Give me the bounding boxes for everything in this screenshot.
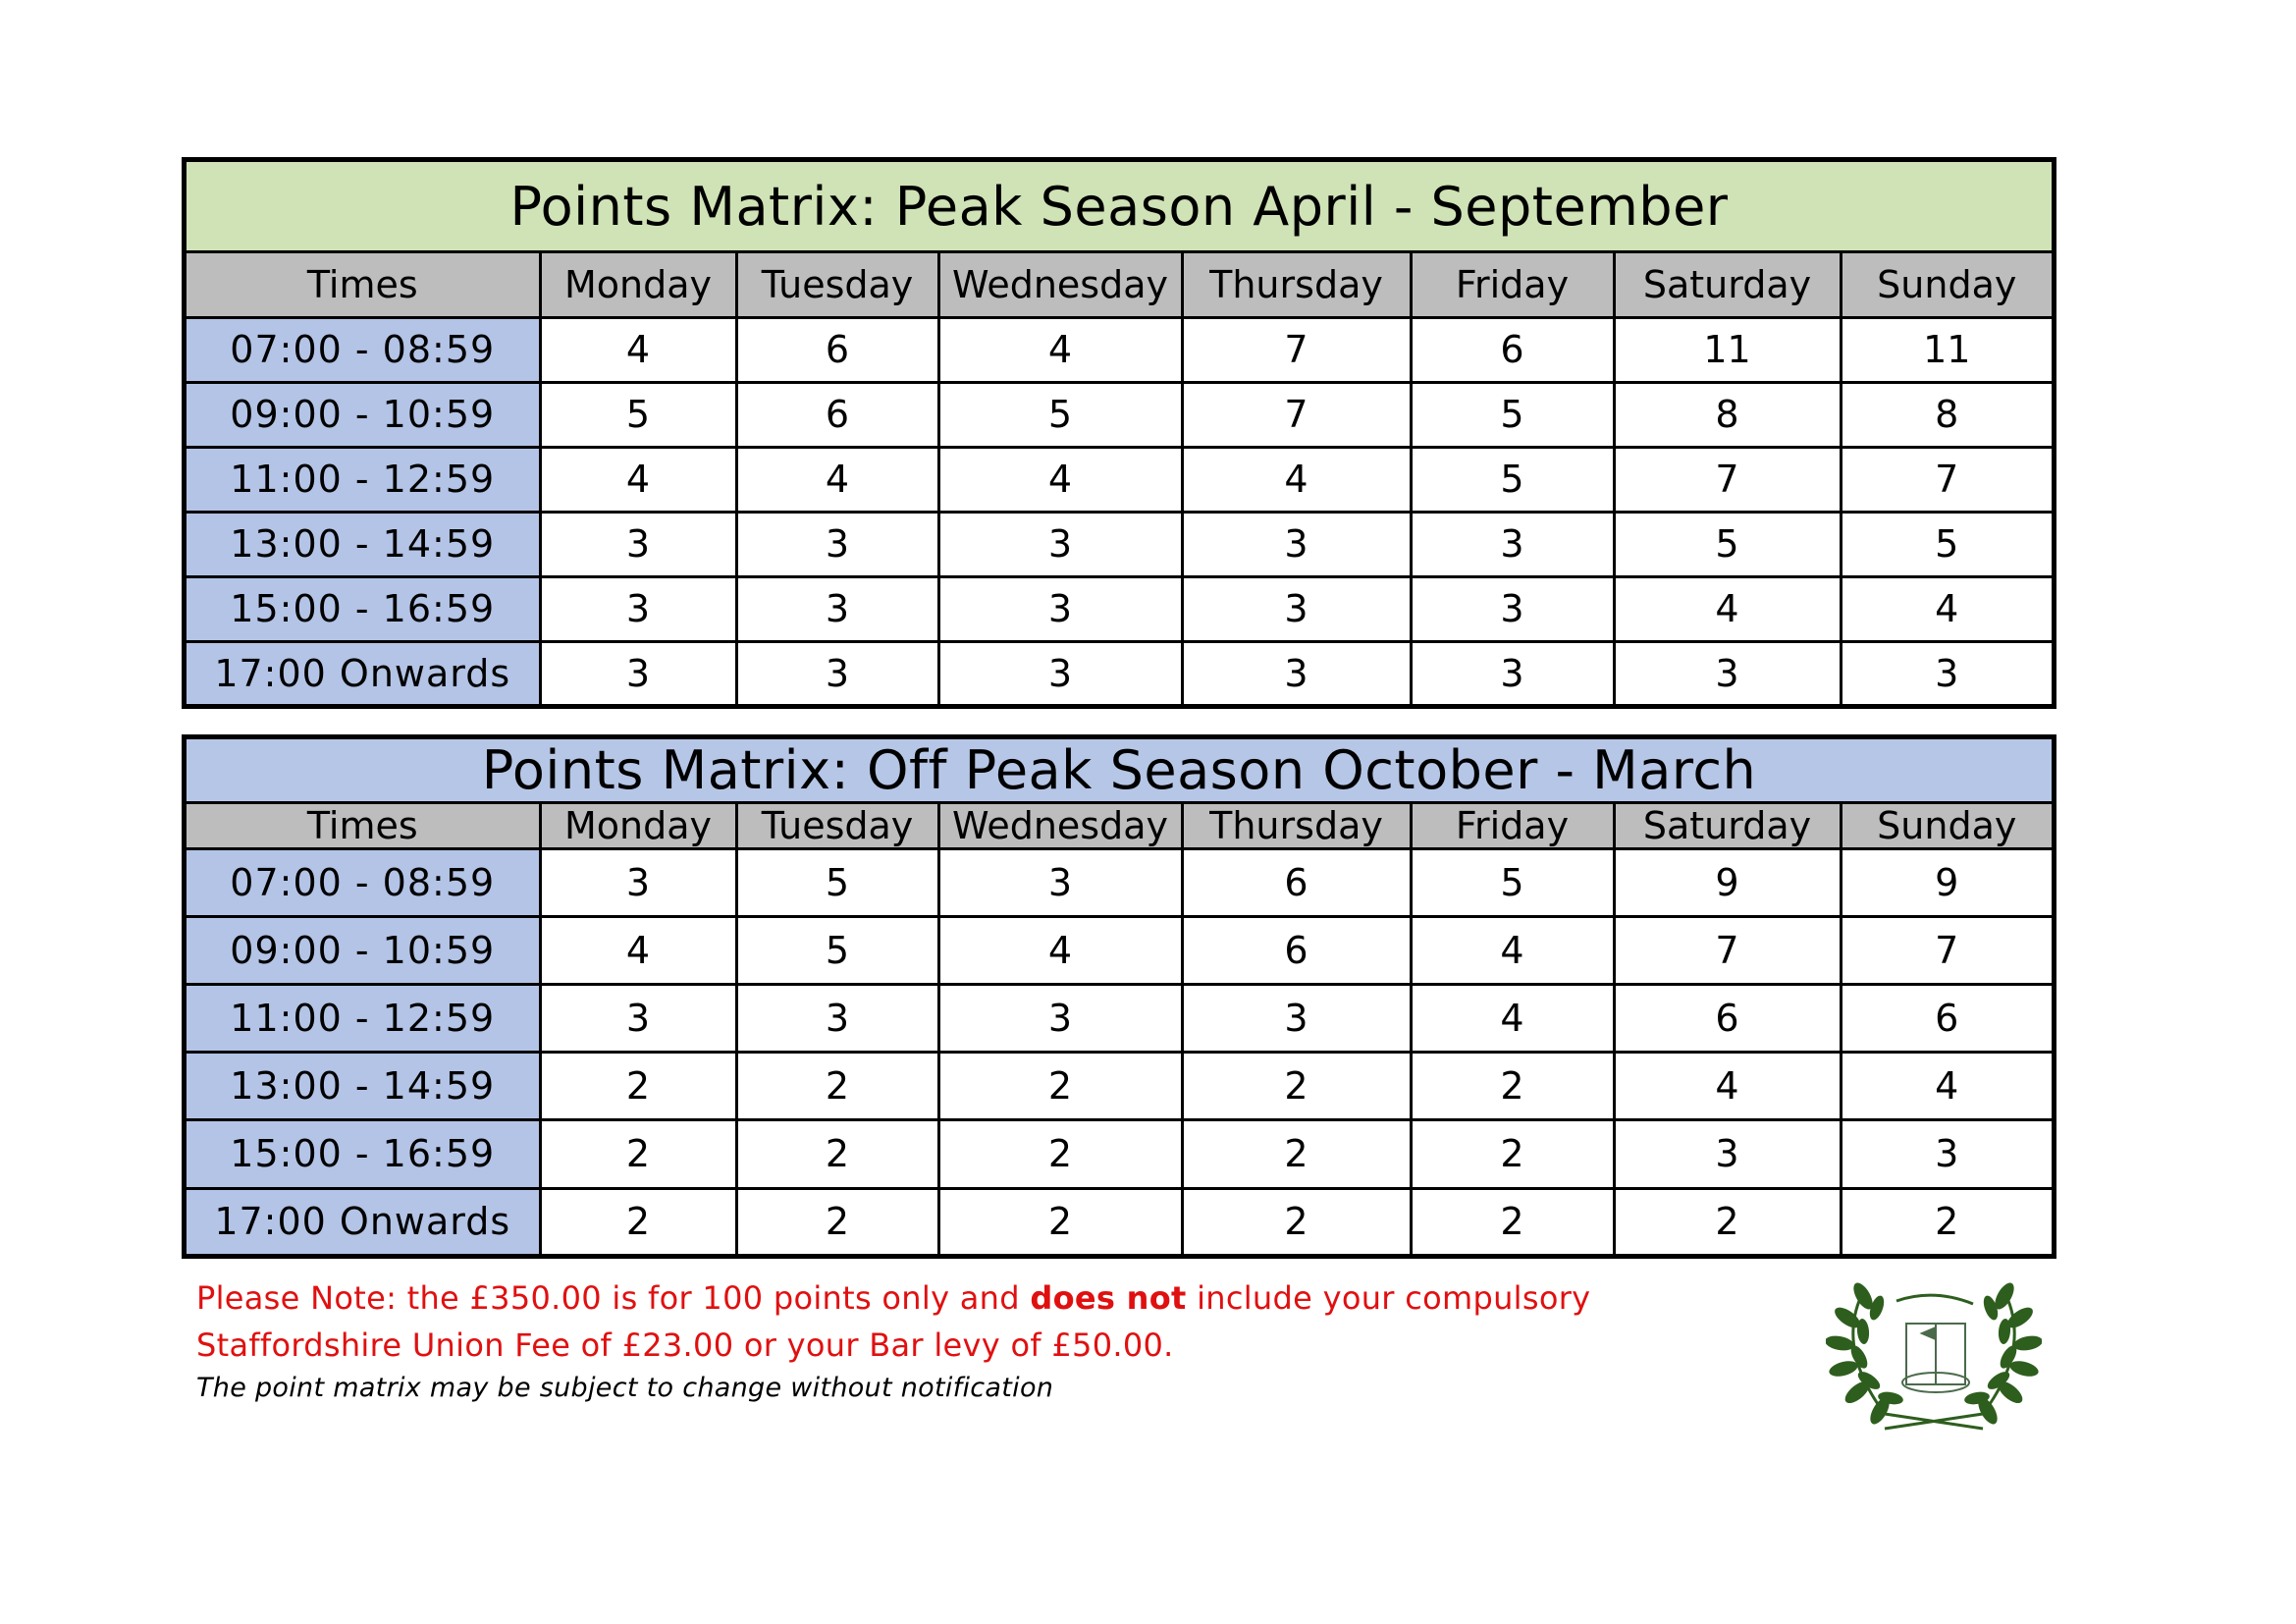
- column-header: Times: [187, 803, 540, 849]
- points-cell: 5: [1411, 382, 1614, 447]
- points-cell: 11: [1841, 318, 2052, 383]
- offpeak-header-row: [187, 803, 2052, 849]
- points-cell: 4: [736, 447, 938, 512]
- time-slot-cell: 07:00 - 08:59: [187, 849, 540, 917]
- table-row: [187, 576, 2052, 641]
- column-header: Tuesday: [736, 252, 938, 318]
- peak-season-table: [187, 162, 2052, 704]
- points-cell: 6: [1411, 318, 1614, 383]
- points-cell: 3: [540, 985, 736, 1053]
- time-slot-cell: 11:00 - 12:59: [187, 985, 540, 1053]
- points-cell: 2: [736, 1053, 938, 1120]
- table-row: [187, 382, 2052, 447]
- points-cell: 3: [736, 512, 938, 576]
- points-cell: 4: [938, 318, 1182, 383]
- points-cell: 2: [1182, 1053, 1411, 1120]
- table-row: [187, 512, 2052, 576]
- points-cell: 2: [1182, 1188, 1411, 1254]
- points-cell: 5: [1411, 849, 1614, 917]
- fee-note-line-1: [196, 1274, 1669, 1322]
- points-cell: 3: [1614, 641, 1841, 704]
- time-slot-cell: 07:00 - 08:59: [187, 318, 540, 383]
- points-cell: 3: [736, 985, 938, 1053]
- fee-note-text: Please Note: the £350.00 is for 100 points only and: [196, 1279, 1031, 1317]
- time-slot-cell: 17:00 Onwards: [187, 641, 540, 704]
- points-cell: 7: [1182, 382, 1411, 447]
- points-cell: 2: [540, 1053, 736, 1120]
- points-cell: 4: [540, 447, 736, 512]
- points-cell: 4: [938, 447, 1182, 512]
- points-cell: 3: [540, 512, 736, 576]
- column-header: Sunday: [1841, 252, 2052, 318]
- points-cell: 3: [1411, 576, 1614, 641]
- column-header: Tuesday: [736, 803, 938, 849]
- disclaimer-text: The point matrix may be subject to change without notification: [196, 1373, 1054, 1403]
- points-cell: 5: [1841, 512, 2052, 576]
- points-cell: 6: [736, 318, 938, 383]
- offpeak-season-matrix: [182, 734, 2056, 1259]
- column-header: Monday: [540, 252, 736, 318]
- column-header: Saturday: [1614, 803, 1841, 849]
- points-cell: 7: [1614, 917, 1841, 985]
- time-slot-cell: 13:00 - 14:59: [187, 512, 540, 576]
- points-cell: 3: [1411, 641, 1614, 704]
- points-cell: 4: [938, 917, 1182, 985]
- points-cell: 11: [1614, 318, 1841, 383]
- points-cell: 3: [1182, 576, 1411, 641]
- points-cell: 4: [540, 917, 736, 985]
- points-cell: 3: [1182, 985, 1411, 1053]
- points-cell: 4: [1182, 447, 1411, 512]
- points-cell: 5: [1614, 512, 1841, 576]
- table-row: [187, 641, 2052, 704]
- points-cell: 3: [1841, 1120, 2052, 1188]
- table-row: [187, 447, 2052, 512]
- points-cell: 4: [1841, 576, 2052, 641]
- time-slot-cell: 11:00 - 12:59: [187, 447, 540, 512]
- points-cell: 2: [540, 1120, 736, 1188]
- table-row: [187, 1120, 2052, 1188]
- points-cell: 2: [938, 1053, 1182, 1120]
- points-cell: 3: [1614, 1120, 1841, 1188]
- points-cell: 3: [540, 849, 736, 917]
- points-cell: 3: [1841, 641, 2052, 704]
- points-cell: 2: [540, 1188, 736, 1254]
- points-cell: 9: [1614, 849, 1841, 917]
- points-cell: 4: [1614, 576, 1841, 641]
- points-cell: 3: [1182, 512, 1411, 576]
- points-cell: 3: [736, 576, 938, 641]
- column-header: Wednesday: [938, 252, 1182, 318]
- points-cell: 3: [938, 641, 1182, 704]
- offpeak-season-table: [187, 739, 2052, 1254]
- points-cell: 2: [1841, 1188, 2052, 1254]
- points-cell: 3: [736, 641, 938, 704]
- offpeak-season-title: Points Matrix: Off Peak Season October - March: [187, 739, 2052, 803]
- points-cell: 2: [1182, 1120, 1411, 1188]
- points-cell: 5: [938, 382, 1182, 447]
- table-row: [187, 318, 2052, 383]
- fee-note-line-2: Staffordshire Union Fee of £23.00 or your Bar levy of £50.00.: [196, 1326, 1174, 1364]
- column-header: Saturday: [1614, 252, 1841, 318]
- notes-section: [196, 1274, 1669, 1403]
- points-cell: 3: [938, 512, 1182, 576]
- points-cell: 2: [1411, 1120, 1614, 1188]
- points-cell: 2: [736, 1120, 938, 1188]
- table-row: [187, 849, 2052, 917]
- points-cell: 2: [1411, 1053, 1614, 1120]
- time-slot-cell: 17:00 Onwards: [187, 1188, 540, 1254]
- points-cell: 3: [938, 576, 1182, 641]
- column-header: Sunday: [1841, 803, 2052, 849]
- peak-header-row: [187, 252, 2052, 318]
- points-cell: 2: [1411, 1188, 1614, 1254]
- column-header: Thursday: [1182, 803, 1411, 849]
- column-header: Friday: [1411, 803, 1614, 849]
- points-cell: 4: [1841, 1053, 2052, 1120]
- table-row: [187, 985, 2052, 1053]
- points-cell: 5: [540, 382, 736, 447]
- points-cell: 8: [1841, 382, 2052, 447]
- points-cell: 3: [1411, 512, 1614, 576]
- table-row: [187, 1188, 2052, 1254]
- points-cell: 6: [1182, 849, 1411, 917]
- time-slot-cell: 09:00 - 10:59: [187, 917, 540, 985]
- time-slot-cell: 09:00 - 10:59: [187, 382, 540, 447]
- points-cell: 6: [1841, 985, 2052, 1053]
- points-cell: 3: [1182, 641, 1411, 704]
- points-cell: 4: [1614, 1053, 1841, 1120]
- column-header: Friday: [1411, 252, 1614, 318]
- fee-note-text: include your compulsory: [1186, 1279, 1591, 1317]
- points-cell: 3: [540, 576, 736, 641]
- points-cell: 2: [736, 1188, 938, 1254]
- points-cell: 2: [938, 1120, 1182, 1188]
- column-header: Times: [187, 252, 540, 318]
- points-cell: 5: [1411, 447, 1614, 512]
- points-cell: 3: [540, 641, 736, 704]
- points-cell: 8: [1614, 382, 1841, 447]
- column-header: Thursday: [1182, 252, 1411, 318]
- peak-season-matrix: [182, 157, 2056, 709]
- column-header: Wednesday: [938, 803, 1182, 849]
- laurel-wreath-golf-crest-icon: [1826, 1267, 2042, 1438]
- points-cell: 2: [938, 1188, 1182, 1254]
- table-row: [187, 917, 2052, 985]
- points-cell: 7: [1841, 447, 2052, 512]
- points-cell: 4: [1411, 985, 1614, 1053]
- points-cell: 4: [540, 318, 736, 383]
- points-cell: 5: [736, 917, 938, 985]
- points-cell: 3: [938, 985, 1182, 1053]
- peak-season-title: Points Matrix: Peak Season April - September: [187, 162, 2052, 252]
- points-cell: 9: [1841, 849, 2052, 917]
- points-cell: 3: [938, 849, 1182, 917]
- points-cell: 6: [1614, 985, 1841, 1053]
- points-cell: 6: [1182, 917, 1411, 985]
- fee-note-emphasis: does not: [1030, 1279, 1187, 1317]
- points-cell: 7: [1841, 917, 2052, 985]
- points-cell: 7: [1614, 447, 1841, 512]
- points-cell: 7: [1182, 318, 1411, 383]
- table-row: [187, 1053, 2052, 1120]
- time-slot-cell: 13:00 - 14:59: [187, 1053, 540, 1120]
- column-header: Monday: [540, 803, 736, 849]
- points-cell: 5: [736, 849, 938, 917]
- time-slot-cell: 15:00 - 16:59: [187, 1120, 540, 1188]
- points-cell: 4: [1411, 917, 1614, 985]
- points-cell: 6: [736, 382, 938, 447]
- time-slot-cell: 15:00 - 16:59: [187, 576, 540, 641]
- points-cell: 2: [1614, 1188, 1841, 1254]
